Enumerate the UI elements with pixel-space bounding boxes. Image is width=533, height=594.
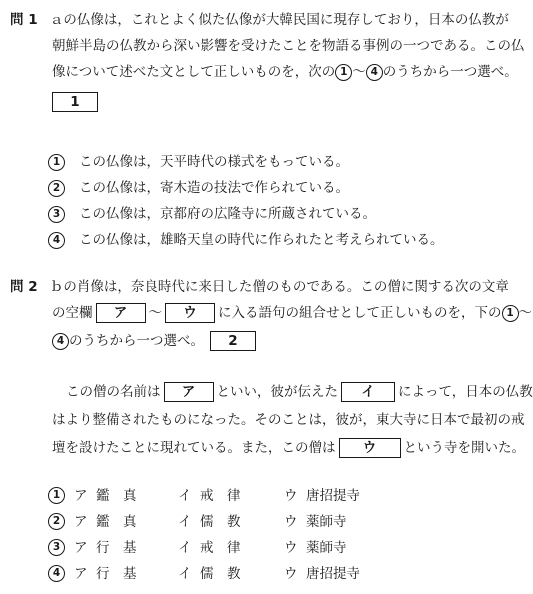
choice-a-label: ア	[74, 566, 88, 582]
q1-option[interactable]	[48, 230, 444, 250]
choice-a-value: 鑑 真	[96, 514, 137, 530]
passage-line2: はより整備されたものになった。そのことは，彼が，東大寺に日本で最初の戒	[52, 412, 525, 428]
choice-marker-icon: 2	[48, 513, 65, 530]
q1-line2: 朝鮮半島の仏教から深い影響を受けたことを物語る事例の一つである。この仏	[52, 38, 525, 54]
passage-text-3b: という寺を開いた。	[403, 440, 525, 456]
q2-choice[interactable]	[0, 512, 520, 532]
choice-marker-icon: 4	[48, 565, 65, 582]
option-text: この仏像は，天平時代の様式をもっている。	[79, 154, 349, 170]
q2-choice[interactable]	[0, 538, 520, 558]
option-marker-icon: 1	[48, 154, 65, 171]
q2-answer-box[interactable]: 2	[210, 331, 256, 351]
passage-text-1a: この僧の名前は	[66, 384, 161, 400]
q2-choice[interactable]	[0, 564, 520, 584]
q2-tilde: ～	[148, 305, 162, 321]
q1-answer-box[interactable]: 1	[52, 92, 98, 112]
q1-line3	[52, 62, 518, 82]
q1-option[interactable]	[48, 152, 349, 172]
q2-text-line2b: に入る語句の組合せとして正しいものを，下の	[218, 305, 502, 321]
choice-i-value: 儒 教	[200, 566, 241, 582]
q2-line1	[10, 277, 509, 297]
choice-u-value: 薬師寺	[306, 514, 347, 530]
choice-a-label: ア	[74, 488, 88, 504]
option-text: この仏像は，京都府の広隆寺に所蔵されている。	[79, 206, 376, 222]
option-text: この仏像は，雄略天皇の時代に作られたと考えられている。	[79, 232, 444, 248]
choice-i-value: 戒 律	[200, 488, 241, 504]
choice-a-value: 鑑 真	[96, 488, 137, 504]
choice-i-value: 戒 律	[200, 540, 241, 556]
choice-a-label: ア	[74, 514, 88, 530]
choice-u-value: 薬師寺	[306, 540, 347, 556]
choice-i-label: イ	[178, 514, 192, 530]
q2-text-line1: ｂの肖像は，奈良時代に来日した僧のものである。この僧に関する次の文章	[49, 279, 509, 295]
passage-blank-u: ウ	[339, 438, 401, 458]
q1-option[interactable]	[48, 178, 349, 198]
passage-blank-i: イ	[341, 382, 395, 402]
q2-choice[interactable]	[0, 486, 520, 506]
choice-marker-icon: 3	[48, 539, 65, 556]
passage-text-1c: によって，日本の仏教	[398, 384, 533, 400]
blank-a-box: ア	[96, 303, 146, 323]
q2-text-line2a: の空欄	[52, 305, 93, 321]
q1-option[interactable]	[48, 204, 376, 224]
option-text: この仏像は，寄木造の技法で作られている。	[79, 180, 349, 196]
choice-u-label: ウ	[284, 488, 298, 504]
choice-i-label: イ	[178, 566, 192, 582]
choice-marker-icon: 1	[48, 487, 65, 504]
option-marker-icon: 4	[48, 232, 65, 249]
choice-u-label: ウ	[284, 514, 298, 530]
q2-line2	[52, 303, 532, 323]
passage-blank-a: ア	[164, 382, 214, 402]
passage-line3	[52, 438, 525, 458]
q1-tilde: ～	[352, 64, 366, 80]
passage-line1	[66, 382, 533, 402]
marker-1-icon: 1	[335, 64, 352, 81]
choice-u-label: ウ	[284, 566, 298, 582]
q1-text-line3a: 像について述べた文として正しいものを，次の	[52, 64, 336, 80]
q2-line3	[52, 331, 259, 351]
choice-u-value: 唐招提寺	[306, 566, 360, 582]
option-marker-icon: 2	[48, 180, 65, 197]
choice-u-value: 唐招提寺	[306, 488, 360, 504]
q1-text-line1: ａの仏像は，これとよく似た仏像が大韓民国に現存しており，日本の仏教が	[49, 12, 509, 28]
q2-tilde2: ～	[518, 305, 532, 321]
q2-number: 問 2	[10, 279, 38, 295]
q2-text-line3: のうちから一つ選べ。	[69, 333, 204, 349]
choice-i-label: イ	[178, 488, 192, 504]
q1-text-line3b: のうちから一つ選べ。	[382, 64, 518, 80]
marker-1-icon: 1	[502, 305, 519, 322]
passage-text-1b: といい，彼が伝えた	[216, 384, 338, 400]
choice-u-label: ウ	[284, 540, 298, 556]
choice-a-label: ア	[74, 540, 88, 556]
passage-text-3a: 壇を設けたことに現れている。また，この僧は	[52, 440, 336, 456]
marker-4-icon: 4	[366, 64, 383, 81]
blank-u-box: ウ	[165, 303, 215, 323]
choice-i-value: 儒 教	[200, 514, 241, 530]
q1-line1	[10, 10, 509, 30]
choice-a-value: 行 基	[96, 540, 137, 556]
q1-answer-row	[52, 92, 98, 112]
option-marker-icon: 3	[48, 206, 65, 223]
choice-a-value: 行 基	[96, 566, 137, 582]
marker-4-icon: 4	[52, 333, 69, 350]
q1-number: 問 1	[10, 12, 38, 28]
choice-i-label: イ	[178, 540, 192, 556]
